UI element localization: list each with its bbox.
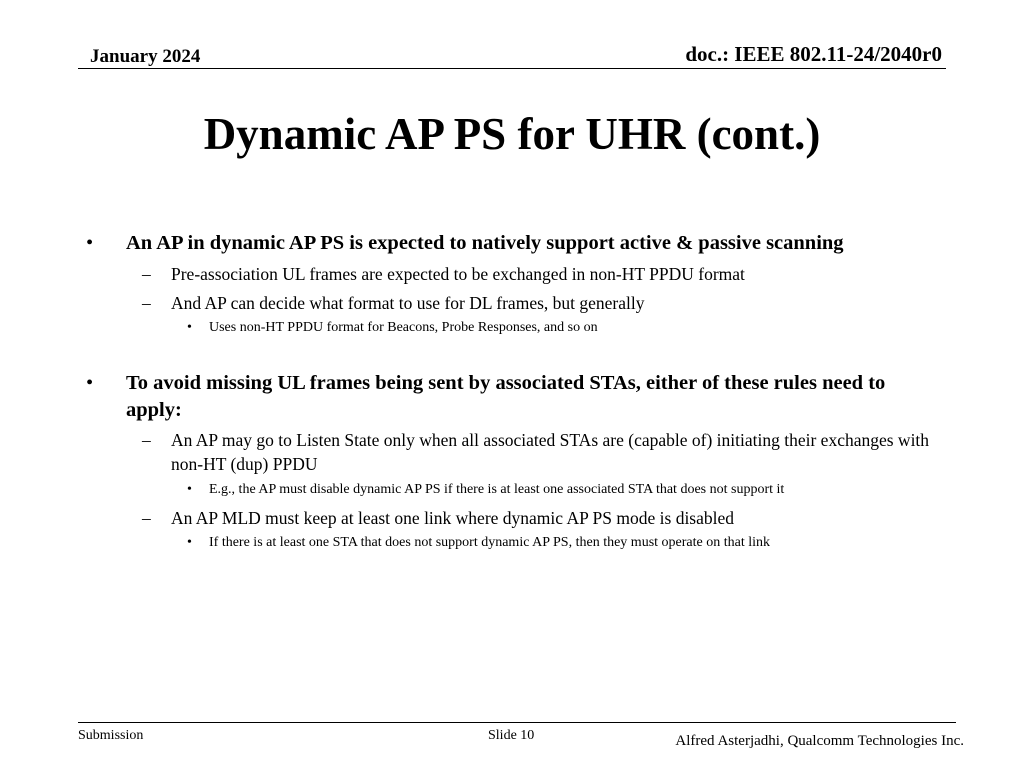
- bullet-1-sub-1-text: Pre-association UL frames are expected to be exchanged in non-HT PPDU format: [171, 264, 745, 284]
- bullet-1: [86, 230, 926, 257]
- slide-title: Dynamic AP PS for UHR (cont.): [203, 109, 821, 159]
- detail-bullet-marker: •: [187, 320, 192, 335]
- footer-submission: Submission: [78, 728, 144, 743]
- bullet-2-sub-2: [142, 506, 931, 530]
- bullet-2-sub-2-text: An AP MLD must keep at least one link where dynamic AP PS mode is disabled: [171, 508, 735, 528]
- bullet-1-sub-2-detail-1-text: Uses non-HT PPDU format for Beacons, Probe Responses, and so on: [209, 320, 598, 335]
- header-date: January 2024: [90, 46, 201, 67]
- bullet-2-sub-2-detail-1: [187, 533, 949, 553]
- sub-bullet-marker: –: [142, 264, 151, 284]
- footer-author: Alfred Asterjadhi, Qualcomm Technologies Inc.: [675, 733, 964, 749]
- bullet-1-sub-1: [142, 262, 931, 286]
- header-doc-id: doc.: IEEE 802.11-24/2040r0: [685, 42, 942, 66]
- bullet-2-sub-1-detail-1: [187, 480, 949, 500]
- bullet-2-sub-2-detail-1-text: If there is at least one STA that does not support dynamic AP PS, then they must operate on that link: [209, 535, 770, 550]
- sub-bullet-marker: –: [142, 430, 151, 450]
- footer-slide-number: Slide 10: [488, 728, 535, 743]
- bullet-2: [86, 370, 926, 424]
- bullet-marker: •: [86, 372, 94, 394]
- sub-bullet-marker: –: [142, 293, 151, 313]
- bullet-1-sub-2-text: And AP can decide what format to use for DL frames, but generally: [171, 293, 645, 313]
- bullet-1-text: An AP in dynamic AP PS is expected to natively support active & passive scanning: [126, 232, 844, 254]
- sub-bullet-marker: –: [142, 508, 151, 528]
- bullet-2-sub-1-text: An AP may go to Listen State only when all associated STAs are (capable of) initiating their exchanges with non-HT (dup) PPDU: [171, 430, 930, 474]
- bullet-marker: •: [86, 232, 94, 254]
- detail-bullet-marker: •: [187, 535, 192, 550]
- bullet-2-sub-1: [142, 428, 931, 476]
- bullet-1-sub-2-detail-1: [187, 318, 949, 338]
- footer-divider: [78, 722, 956, 723]
- bullet-1-sub-2: [142, 291, 931, 315]
- bullet-2-sub-1-detail-1-text: E.g., the AP must disable dynamic AP PS if there is at least one associated STA that does not support it: [209, 482, 785, 497]
- bullet-2-text: To avoid missing UL frames being sent by associated STAs, either of these rules need to apply:: [126, 372, 886, 421]
- detail-bullet-marker: •: [187, 482, 192, 497]
